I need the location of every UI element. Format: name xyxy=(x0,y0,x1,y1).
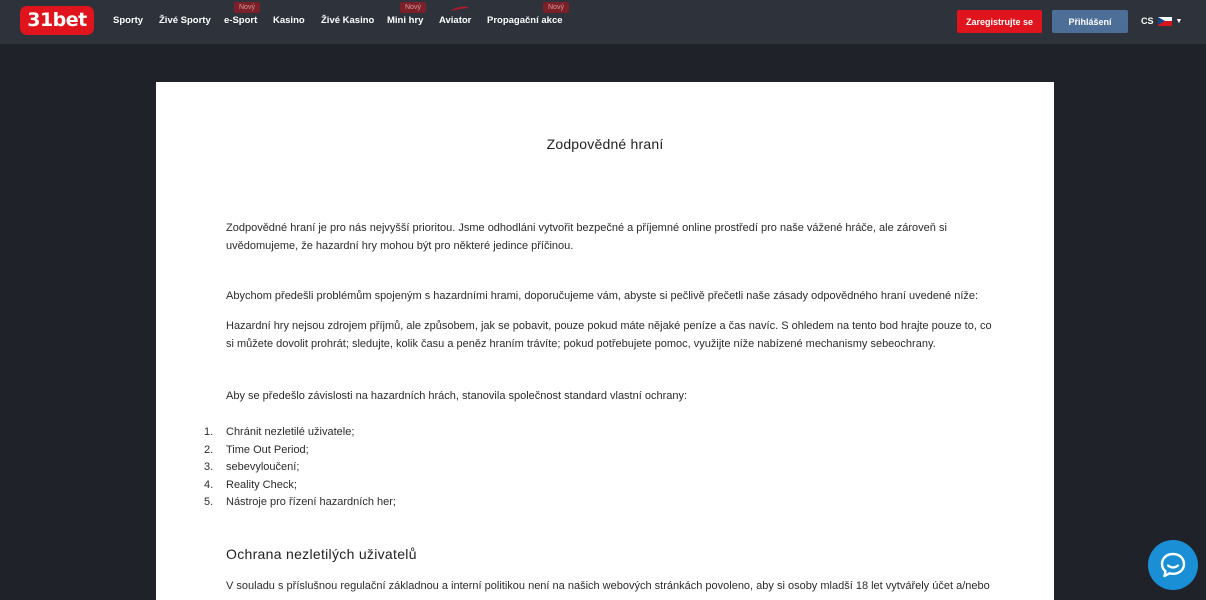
language-code: CS xyxy=(1141,16,1154,26)
chevron-down-icon: ▼ xyxy=(1175,17,1183,25)
protection-list xyxy=(204,424,396,512)
top-navigation-bar xyxy=(0,0,1206,44)
nav-item-mini-games[interactable]: Mini hry xyxy=(387,15,424,26)
minors-protection-paragraph: V souladu s příslušnou regulační základnou a interní politikou není na našich webových stránkách povoleno, aby si osoby mladší 18 let vytvářely účet a/nebo xyxy=(226,580,990,592)
brand-logo[interactable]: 31bet xyxy=(20,6,94,35)
section-heading: Ochrana nezletilých uživatelů xyxy=(226,546,417,562)
chat-icon xyxy=(1159,551,1187,579)
nav-item-sporty[interactable]: Sporty xyxy=(113,15,144,26)
aviator-logo-icon xyxy=(451,5,470,14)
czech-flag-icon xyxy=(1158,17,1172,26)
page-title: Zodpovědné hraní xyxy=(546,136,664,152)
nav-badge-new: Nový xyxy=(234,2,260,13)
login-button[interactable]: Přihlášení xyxy=(1052,10,1128,33)
list-item: 2. Time Out Period; xyxy=(204,443,309,456)
intro-paragraph: Zodpovědné hraní je pro nás nejvyšší prioritou. Jsme odhodláni vytvořit bezpečné a příjemné online prostředí pro naše vážené hráče, ale zároveň si uvědomujeme, že hazardní hry mohou být pro některé jedince příčinou. xyxy=(226,222,947,252)
nav-badge-new: Nový xyxy=(400,2,426,13)
language-selector[interactable] xyxy=(1141,14,1182,28)
nav-item-aviator[interactable]: Aviator xyxy=(439,15,472,26)
nav-item-live-casino[interactable]: Živé Kasino xyxy=(321,15,375,26)
protection-standard-paragraph: Aby se předešlo závislosti na hazardních hrách, stanovila společnost standard vlastní ochrany: xyxy=(226,390,688,402)
nav-item-casino[interactable]: Kasino xyxy=(273,15,305,26)
nav-item-promotions[interactable]: Propagační akce xyxy=(487,15,563,26)
list-item: 3. sebevyloučení; xyxy=(204,461,300,473)
recommendation-paragraph: Abychom předešli problémům spojeným s hazardními hrami, doporučujeme vám, abyste si pečlivě přečetli naše zásady odpovědného hraní uvedené níže: xyxy=(226,290,979,302)
gambling-advice-paragraph: Hazardní hry nejsou zdrojem příjmů, ale způsobem, jak se pobavit, pouze pokud máte nějaké peníze a čas navíc. S ohledem na tento bod hrajte pouze to, co si můžete dovolit prohrát; sledujte, kolik času a peněz hraním trávíte; pokud potřebujete pomoc, využijte níže nabízené mechanismy sebeochrany. xyxy=(226,320,992,350)
list-item: 1. Chránit nezletilé uživatele; xyxy=(204,426,355,438)
nav-item-live-sports[interactable]: Živé Sporty xyxy=(159,15,211,26)
nav-item-esport[interactable]: e-Sport xyxy=(224,15,258,26)
list-item: 4. Reality Check; xyxy=(204,478,297,491)
list-item: 5. Nástroje pro řízení hazardních her; xyxy=(204,496,396,508)
chat-button[interactable] xyxy=(1148,540,1198,590)
nav-badge-new: Nový xyxy=(543,2,569,13)
register-button[interactable]: Zaregistrujte se xyxy=(957,10,1042,33)
content-panel xyxy=(156,82,1054,600)
